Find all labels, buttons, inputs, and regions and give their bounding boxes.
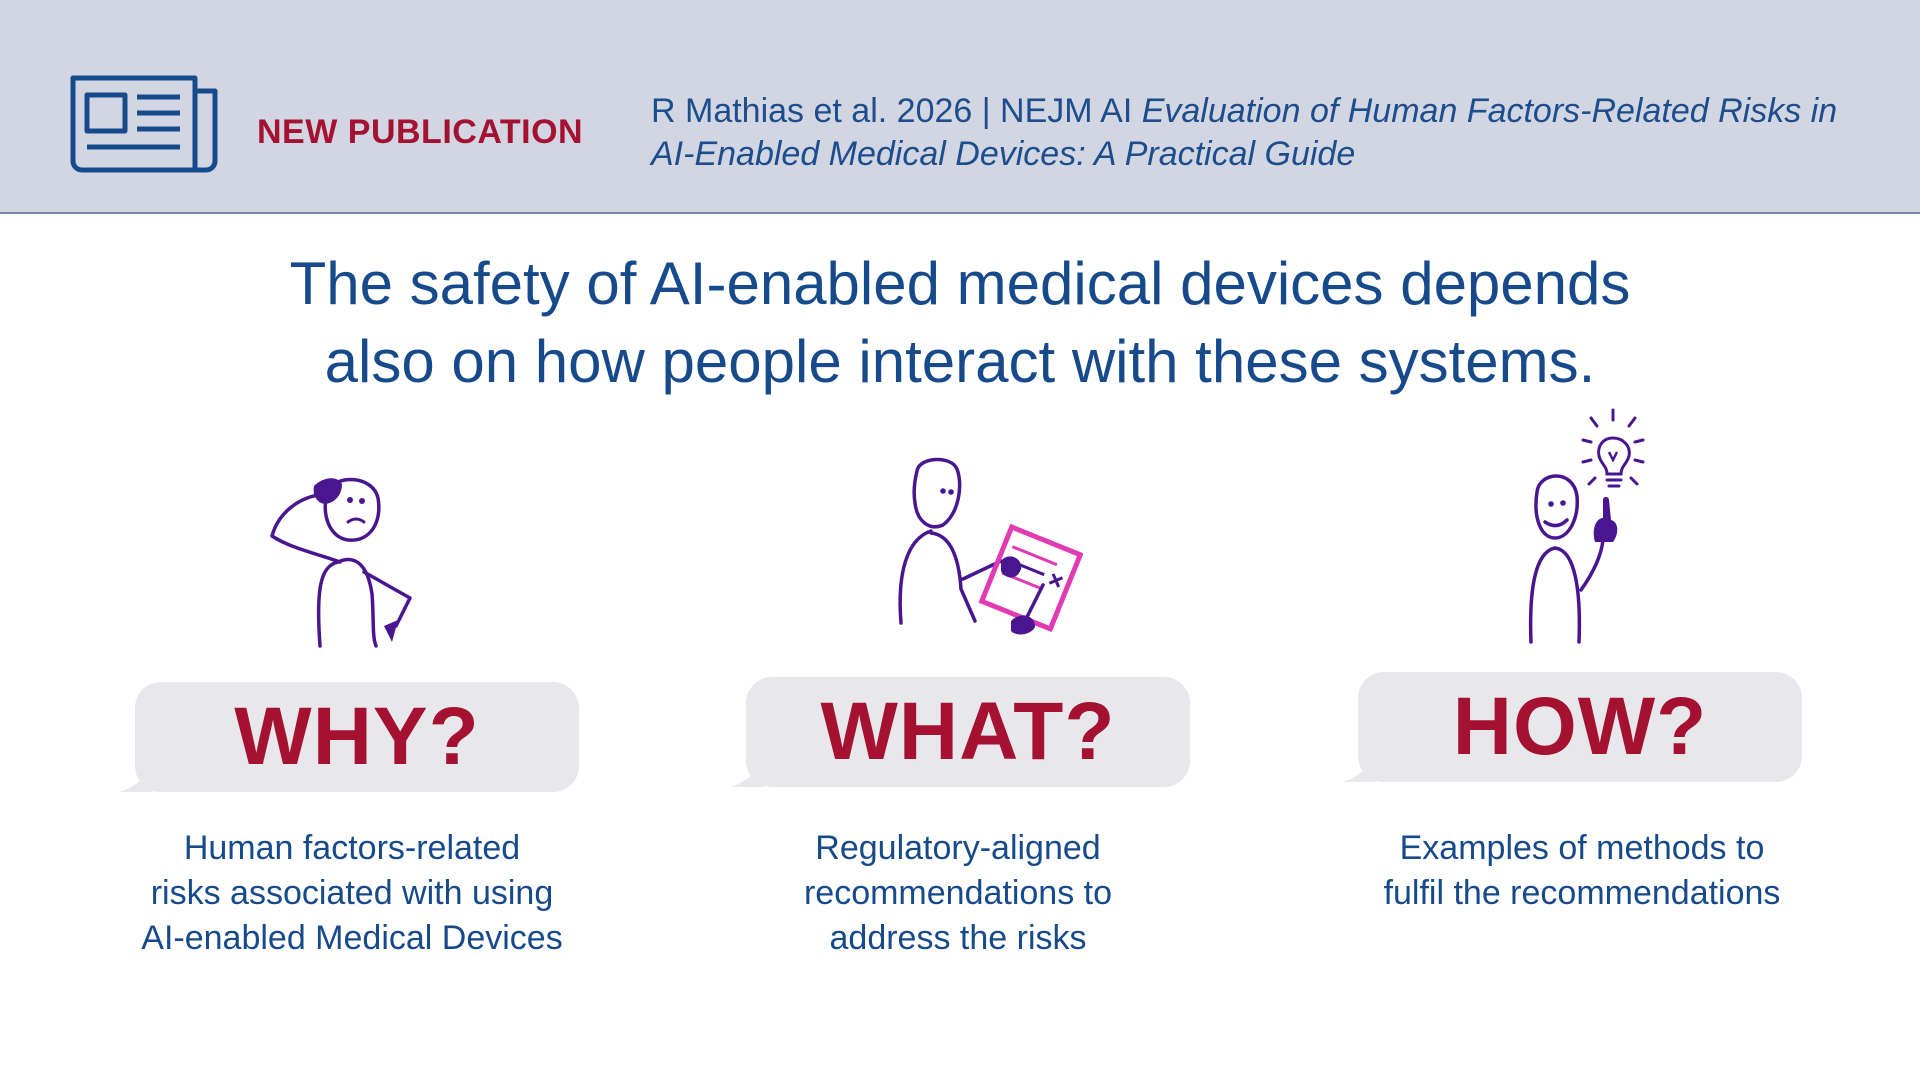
new-publication-label: NEW PUBLICATION [257, 113, 584, 151]
how-desc-line-1: Examples of methods to [1399, 829, 1765, 867]
how-description [1332, 826, 1832, 916]
person-with-checklist-icon [893, 455, 1083, 645]
what-desc-line-1: Regulatory-aligned [815, 829, 1101, 867]
what-desc-line-3: address the risks [829, 919, 1087, 957]
why-desc-line-3: AI-enabled Medical Devices [141, 919, 563, 957]
how-bubble [1358, 672, 1802, 782]
newspaper-icon [70, 75, 220, 175]
headline-line-1: The safety of AI-enabled medical devices depends [289, 250, 1631, 317]
why-desc-line-2: risks associated with using [150, 874, 554, 912]
what-description [708, 826, 1208, 961]
why-bubble [135, 682, 579, 792]
headline-line-2: also on how people interact with these systems. [324, 328, 1596, 395]
publication-banner [0, 0, 1920, 214]
speech-tail-icon [730, 757, 790, 787]
citation [651, 90, 1871, 176]
headline [160, 245, 1760, 401]
why-description [102, 826, 602, 961]
thinking-person-icon [268, 470, 428, 650]
why-desc-line-1: Human factors-related [183, 829, 521, 867]
citation-authors: R Mathias et al. 2026 | NEJM AI [651, 92, 1142, 130]
person-with-idea-icon [1525, 400, 1665, 645]
what-bubble [746, 677, 1190, 787]
how-label: HOW? [1452, 681, 1708, 772]
why-label: WHY? [234, 691, 480, 782]
citation-title: Evaluation of Human Factors-Related Risks in AI-Enabled Medical Devices: A Practical Guide [651, 92, 1838, 173]
speech-tail-icon [1342, 752, 1402, 782]
what-label: WHAT? [820, 686, 1116, 777]
what-desc-line-2: recommendations to [803, 874, 1113, 912]
speech-tail-icon [119, 762, 179, 792]
how-desc-line-2: fulfil the recommendations [1383, 874, 1781, 912]
